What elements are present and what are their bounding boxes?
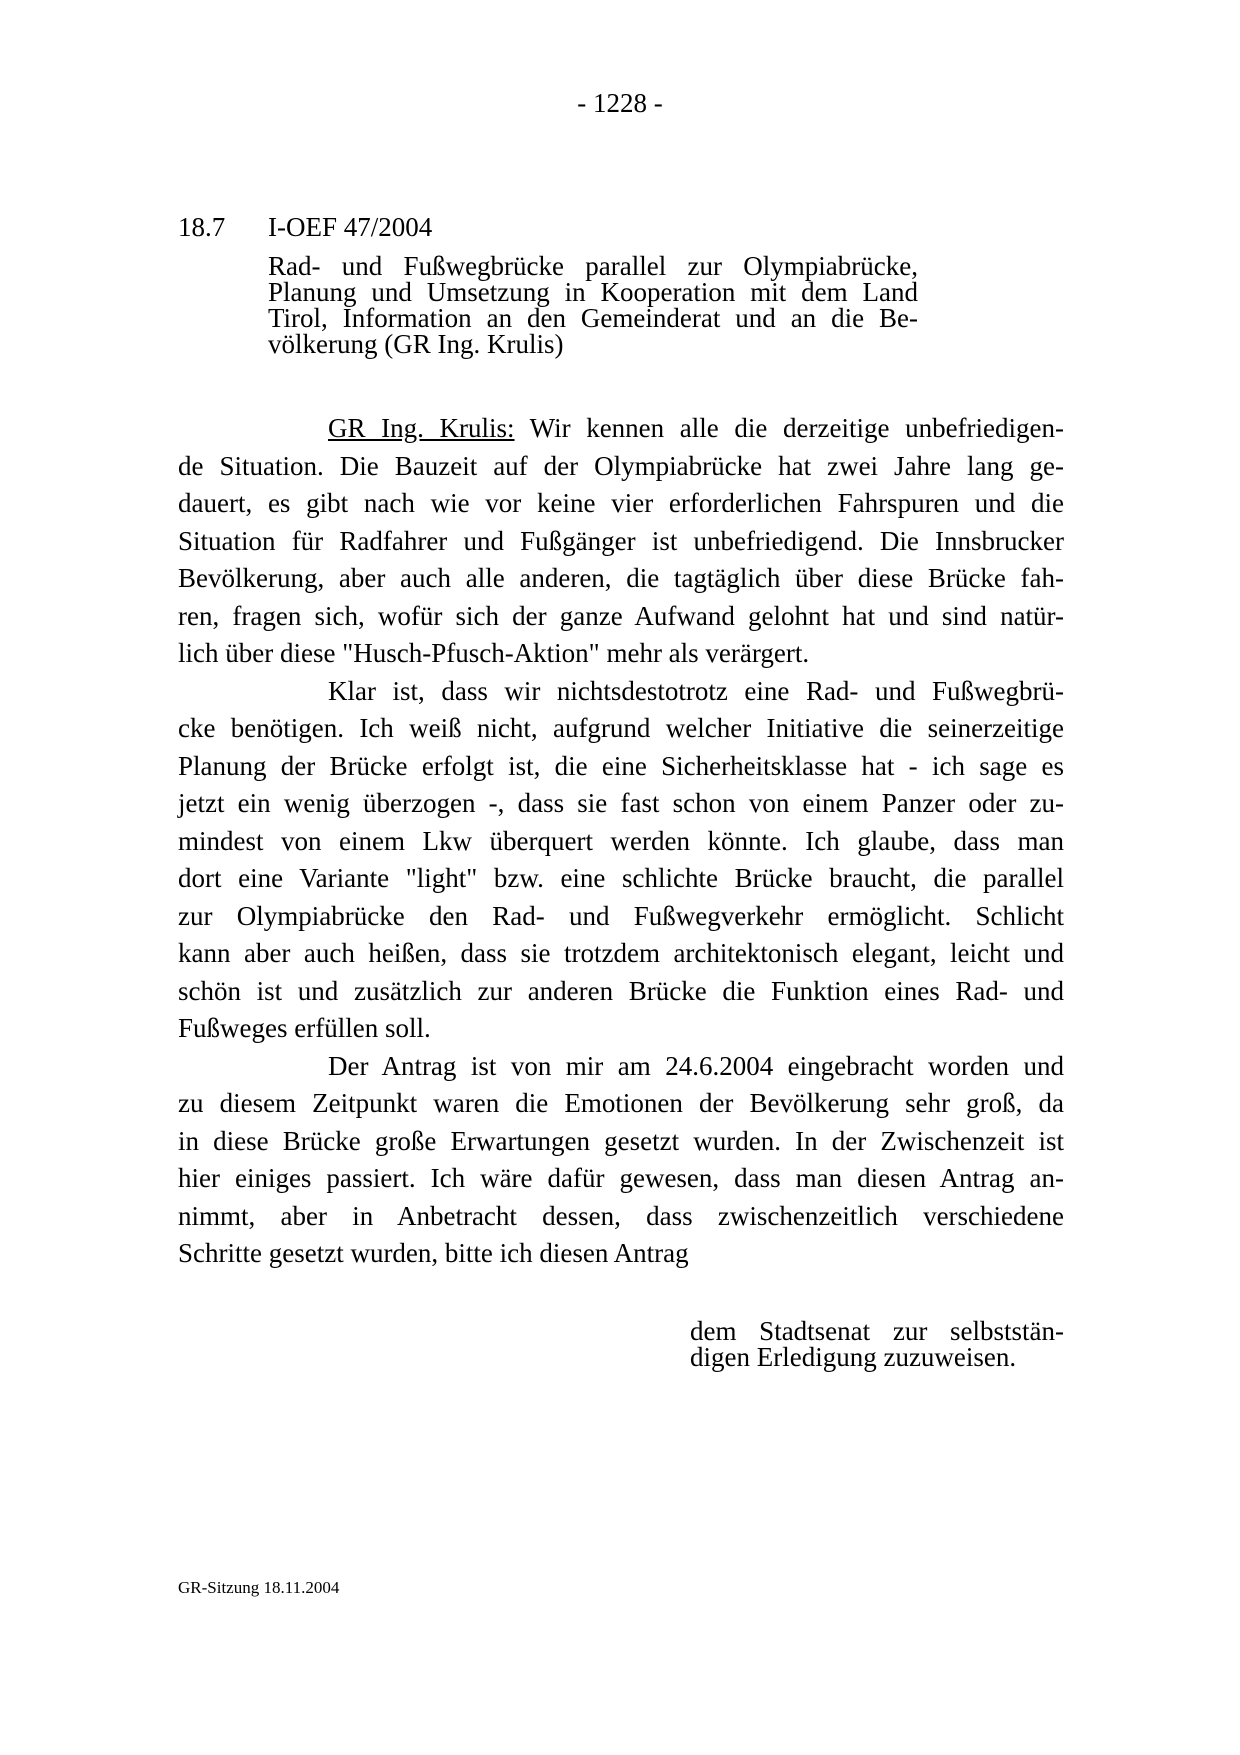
speech-line: schön ist und zusätzlich zur anderen Brücke die Funktion eines Rad- und bbox=[178, 975, 1064, 1006]
speech-line: ren, fragen sich, wofür sich der ganze Aufwand gelohnt hat und sind natür- bbox=[178, 600, 1064, 631]
speech-line: lich über diese "Husch-Pfusch-Aktion" mehr als verärgert. bbox=[178, 638, 810, 668]
agenda-item-title bbox=[268, 253, 918, 357]
speech-line: jetzt ein wenig überzogen -, dass sie fast schon von einem Panzer oder zu- bbox=[178, 788, 1064, 818]
speech-line: kann aber auch heißen, dass sie trotzdem architektonisch elegant, leicht und bbox=[178, 938, 1064, 968]
speaker-name: GR Ing. Krulis: bbox=[328, 413, 515, 443]
speech-line: Planung der Brücke erfolgt ist, die eine Sicherheitsklasse hat - ich sage es bbox=[178, 750, 1064, 781]
conclusion-line: digen Erledigung zuzuweisen. bbox=[690, 1342, 1017, 1372]
speech-line: Klar ist, dass wir nichtsdestotrotz eine Rad- und Fußwegbrü- bbox=[328, 675, 1064, 706]
speech-text bbox=[178, 410, 1064, 1273]
speech-line: zur Olympiabrücke den Rad- und Fußwegverkehr ermöglicht. Schlicht bbox=[178, 900, 1064, 931]
agenda-item-heading bbox=[178, 211, 432, 243]
title-line: völkerung (GR Ing. Krulis) bbox=[268, 329, 564, 359]
title-line: Rad- und Fußwegbrücke parallel zur Olympiabrücke, bbox=[268, 251, 918, 281]
page-footer: GR-Sitzung 18.11.2004 bbox=[178, 1578, 340, 1597]
speech-line: in diese Brücke große Erwartungen gesetzt wurden. In der Zwischenzeit ist bbox=[178, 1125, 1064, 1156]
speech-line: Der Antrag ist von mir am 24.6.2004 eingebracht worden und bbox=[328, 1050, 1064, 1081]
speech-line: cke benötigen. Ich weiß nicht, aufgrund welcher Initiative die seinerzeitige bbox=[178, 713, 1064, 743]
speech-line: Fußweges erfüllen soll. bbox=[178, 1013, 431, 1043]
agenda-item-number: 18.7 bbox=[178, 212, 226, 242]
agenda-item-reference: I-OEF 47/2004 bbox=[268, 212, 433, 242]
speech-line: mindest von einem Lkw überquert werden könnte. Ich glaube, dass man bbox=[178, 825, 1064, 856]
speech-line: Schritte gesetzt wurden, bitte ich diesen Antrag bbox=[178, 1238, 689, 1268]
speech-line: Situation für Radfahrer und Fußgänger ist unbefriedigend. Die Innsbrucker bbox=[178, 525, 1064, 556]
speech-line bbox=[178, 410, 1064, 448]
speech-line: de Situation. Die Bauzeit auf der Olympiabrücke hat zwei Jahre lang ge- bbox=[178, 450, 1064, 481]
speech-line: dauert, es gibt nach wie vor keine vier erforderlichen Fahrspuren und die bbox=[178, 488, 1064, 518]
motion-conclusion bbox=[690, 1318, 1064, 1370]
title-line: Tirol, Information an den Gemeinderat und an die Be- bbox=[268, 303, 918, 333]
speech-line: Bevölkerung, aber auch alle anderen, die tagtäglich über diese Brücke fah- bbox=[178, 563, 1064, 593]
conclusion-line: dem Stadtsenat zur selbststän- bbox=[690, 1316, 1064, 1346]
page-number: - 1228 - bbox=[577, 88, 663, 118]
speech-line: nimmt, aber in Anbetracht dessen, dass zwischenzeitlich verschiedene bbox=[178, 1200, 1064, 1231]
title-line: Planung und Umsetzung in Kooperation mit dem Land bbox=[268, 277, 918, 307]
speech-line: dort eine Variante "light" bzw. eine schlichte Brücke braucht, die parallel bbox=[178, 863, 1064, 893]
speech-first-line: Wir kennen alle die derzeitige unbefriedigen- bbox=[529, 413, 1065, 443]
speech-line: hier einiges passiert. Ich wäre dafür gewesen, dass man diesen Antrag an- bbox=[178, 1163, 1064, 1193]
speech-line: zu diesem Zeitpunkt waren die Emotionen der Bevölkerung sehr groß, da bbox=[178, 1088, 1064, 1118]
